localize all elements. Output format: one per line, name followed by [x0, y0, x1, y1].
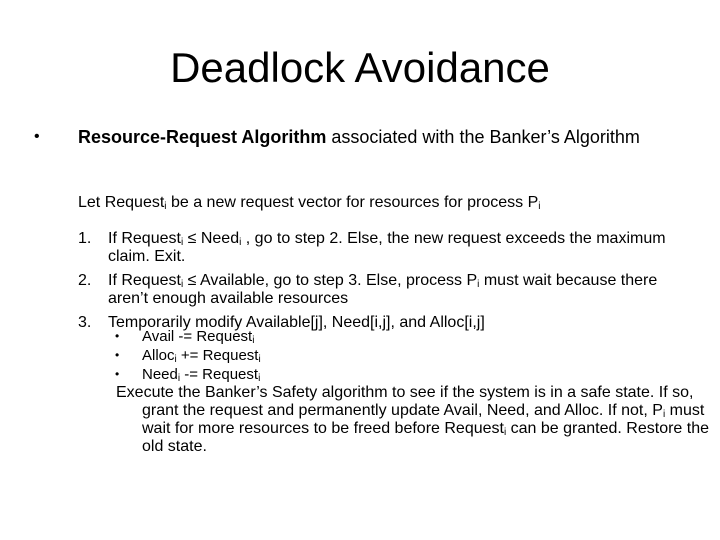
- text-run: must wait because there aren’t enough available resources: [108, 272, 658, 307]
- step-list: [78, 230, 678, 338]
- text-run: Alloc: [142, 347, 175, 364]
- bullet-bold-text: Resource-Request Algorithm: [78, 127, 327, 147]
- text-run: can be granted. Restore the old state.: [142, 420, 709, 455]
- update-item-alloc: [115, 346, 261, 365]
- execute-paragraph: [116, 384, 712, 456]
- bullet-marker: •: [115, 367, 120, 381]
- bullet-rest-text: associated with the Banker’s Algorithm: [326, 127, 640, 147]
- bullet-marker: •: [115, 348, 120, 362]
- text-run: Need: [142, 366, 178, 383]
- subscript: i: [503, 427, 507, 438]
- text-run: Avail -= Request: [142, 328, 253, 345]
- update-item-need: [115, 365, 261, 384]
- subscript: i: [662, 409, 666, 420]
- bullet-text: [78, 127, 678, 147]
- text-run: If Request: [108, 230, 181, 247]
- subscript: i: [174, 354, 177, 365]
- subscript: i: [239, 237, 242, 248]
- step-number: 2.: [78, 272, 92, 289]
- subscript: i: [180, 279, 184, 290]
- bullet-marker: •: [115, 329, 120, 343]
- text-run: If Request: [108, 272, 181, 289]
- subscript: i: [538, 201, 541, 212]
- subscript: i: [252, 335, 255, 346]
- step-2: [78, 272, 678, 308]
- text-run: , go to step 2. Else, the new request exceeds the maximum claim. Exit.: [108, 230, 666, 265]
- subscript: i: [477, 279, 480, 290]
- request-definition: [78, 193, 540, 213]
- slide-title: Deadlock Avoidance: [170, 44, 550, 91]
- bullet-marker: •: [34, 128, 40, 145]
- subscript: i: [164, 201, 167, 212]
- text-run: Temporarily modify Available[j], Need[i,j], and Alloc[i,j]: [108, 314, 485, 331]
- subscript: i: [180, 237, 184, 248]
- text-run: -= Request: [180, 366, 259, 383]
- step-number: 3.: [78, 314, 92, 331]
- update-item-avail: [115, 327, 261, 346]
- text-run: ≤ Need: [183, 230, 240, 247]
- text-run: Execute the Banker’s Safety algorithm to see if the system is in a safe state. If so, grant the request and permanently update Avail, Need, and Alloc. If not, P: [116, 384, 694, 419]
- subscript: i: [177, 373, 181, 384]
- text-run: ≤ Available, go to step 3. Else, process P: [183, 272, 478, 289]
- step-1: [78, 230, 678, 266]
- text-run: must wait for more resources to be freed before Request: [142, 402, 705, 437]
- subscript: i: [258, 373, 261, 384]
- text-run: += Request: [176, 347, 259, 364]
- text-run: be a new request vector for resources for process P: [166, 194, 539, 211]
- text-run: Let Request: [78, 194, 165, 211]
- update-list: [115, 327, 261, 384]
- step-number: 1.: [78, 230, 92, 247]
- subscript: i: [258, 354, 261, 365]
